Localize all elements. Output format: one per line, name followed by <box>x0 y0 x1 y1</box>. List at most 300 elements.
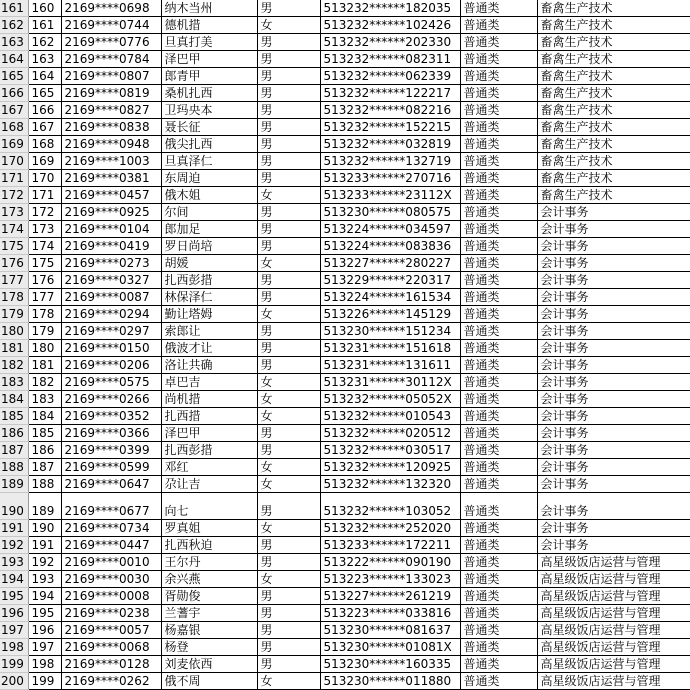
table-row[interactable] <box>0 374 690 391</box>
category-cell[interactable]: 普通类 <box>460 520 537 537</box>
exam-id-cell[interactable]: 2169****0807 <box>61 68 161 85</box>
id-card-cell[interactable]: 513233******23112X <box>320 187 460 204</box>
table-row[interactable] <box>0 187 690 204</box>
name-cell[interactable]: 尕让吉 <box>161 476 257 493</box>
seq-cell[interactable]: 190 <box>28 520 61 537</box>
sex-cell[interactable]: 女 <box>257 408 320 425</box>
seq-cell[interactable]: 181 <box>28 357 61 374</box>
name-cell[interactable]: 罗日尚培 <box>161 238 257 255</box>
table-row[interactable] <box>0 170 690 187</box>
sex-cell[interactable]: 男 <box>257 323 320 340</box>
seq-cell[interactable]: 196 <box>28 622 61 639</box>
sex-cell[interactable]: 男 <box>257 340 320 357</box>
row-header[interactable]: 169 <box>0 136 28 153</box>
sex-cell[interactable]: 男 <box>257 102 320 119</box>
seq-cell[interactable]: 171 <box>28 187 61 204</box>
row-header[interactable]: 189 <box>0 476 28 493</box>
row-header[interactable]: 193 <box>0 554 28 571</box>
sex-cell[interactable]: 男 <box>257 493 320 520</box>
name-cell[interactable]: 泽巴甲 <box>161 425 257 442</box>
major-cell[interactable]: 畜禽生产技术 <box>537 0 690 17</box>
seq-cell[interactable]: 166 <box>28 102 61 119</box>
id-card-cell[interactable]: 513232******082216 <box>320 102 460 119</box>
table-row[interactable] <box>0 238 690 255</box>
id-card-cell[interactable]: 513232******102426 <box>320 17 460 34</box>
table-row[interactable] <box>0 272 690 289</box>
major-cell[interactable]: 畜禽生产技术 <box>537 187 690 204</box>
major-cell[interactable]: 会计事务 <box>537 520 690 537</box>
category-cell[interactable]: 普通类 <box>460 374 537 391</box>
major-cell[interactable]: 高星级饭店运营与管理 <box>537 639 690 656</box>
row-header[interactable]: 188 <box>0 459 28 476</box>
id-card-cell[interactable]: 513232******020512 <box>320 425 460 442</box>
seq-cell[interactable]: 192 <box>28 554 61 571</box>
name-cell[interactable]: 罗真姐 <box>161 520 257 537</box>
major-cell[interactable]: 会计事务 <box>537 340 690 357</box>
row-header[interactable]: 174 <box>0 221 28 238</box>
row-header[interactable]: 200 <box>0 673 28 690</box>
id-card-cell[interactable]: 513224******161534 <box>320 289 460 306</box>
table-row[interactable] <box>0 408 690 425</box>
sex-cell[interactable]: 女 <box>257 255 320 272</box>
major-cell[interactable]: 高星级饭店运营与管理 <box>537 622 690 639</box>
id-card-cell[interactable]: 513232******062339 <box>320 68 460 85</box>
category-cell[interactable]: 普通类 <box>460 408 537 425</box>
category-cell[interactable]: 普通类 <box>460 238 537 255</box>
name-cell[interactable]: 德机措 <box>161 17 257 34</box>
category-cell[interactable]: 普通类 <box>460 622 537 639</box>
table-row[interactable] <box>0 340 690 357</box>
exam-id-cell[interactable]: 2169****0352 <box>61 408 161 425</box>
exam-id-cell[interactable]: 2169****0677 <box>61 493 161 520</box>
category-cell[interactable]: 普通类 <box>460 221 537 238</box>
table-row[interactable] <box>0 673 690 690</box>
sex-cell[interactable]: 女 <box>257 187 320 204</box>
major-cell[interactable]: 会计事务 <box>537 476 690 493</box>
seq-cell[interactable]: 186 <box>28 442 61 459</box>
seq-cell[interactable]: 168 <box>28 136 61 153</box>
exam-id-cell[interactable]: 2169****0057 <box>61 622 161 639</box>
exam-id-cell[interactable]: 2169****0327 <box>61 272 161 289</box>
name-cell[interactable]: 向七 <box>161 493 257 520</box>
sex-cell[interactable]: 男 <box>257 34 320 51</box>
table-row[interactable] <box>0 656 690 673</box>
sex-cell[interactable]: 女 <box>257 391 320 408</box>
name-cell[interactable]: 聂长征 <box>161 119 257 136</box>
name-cell[interactable]: 郎青甲 <box>161 68 257 85</box>
id-card-cell[interactable]: 513226******145129 <box>320 306 460 323</box>
seq-cell[interactable]: 172 <box>28 204 61 221</box>
id-card-cell[interactable]: 513231******151618 <box>320 340 460 357</box>
row-header[interactable]: 192 <box>0 537 28 554</box>
name-cell[interactable]: 王尔丹 <box>161 554 257 571</box>
exam-id-cell[interactable]: 2169****0399 <box>61 442 161 459</box>
row-header[interactable]: 171 <box>0 170 28 187</box>
sex-cell[interactable]: 女 <box>257 17 320 34</box>
id-card-cell[interactable]: 513232******132719 <box>320 153 460 170</box>
id-card-cell[interactable]: 513231******131611 <box>320 357 460 374</box>
exam-id-cell[interactable]: 2169****0008 <box>61 588 161 605</box>
seq-cell[interactable]: 160 <box>28 0 61 17</box>
major-cell[interactable]: 会计事务 <box>537 323 690 340</box>
id-card-cell[interactable]: 513231******30112X <box>320 374 460 391</box>
table-row[interactable] <box>0 476 690 493</box>
id-card-cell[interactable]: 513227******280227 <box>320 255 460 272</box>
seq-cell[interactable]: 165 <box>28 85 61 102</box>
category-cell[interactable]: 普通类 <box>460 204 537 221</box>
major-cell[interactable]: 会计事务 <box>537 357 690 374</box>
table-row[interactable] <box>0 102 690 119</box>
seq-cell[interactable]: 189 <box>28 493 61 520</box>
major-cell[interactable]: 高星级饭店运营与管理 <box>537 554 690 571</box>
table-row[interactable] <box>0 323 690 340</box>
category-cell[interactable]: 普通类 <box>460 306 537 323</box>
exam-id-cell[interactable]: 2169****0030 <box>61 571 161 588</box>
sex-cell[interactable]: 女 <box>257 374 320 391</box>
sex-cell[interactable]: 男 <box>257 357 320 374</box>
table-row[interactable] <box>0 588 690 605</box>
id-card-cell[interactable]: 513232******132320 <box>320 476 460 493</box>
seq-cell[interactable]: 188 <box>28 476 61 493</box>
category-cell[interactable]: 普通类 <box>460 391 537 408</box>
row-header[interactable]: 191 <box>0 520 28 537</box>
table-row[interactable] <box>0 391 690 408</box>
name-cell[interactable]: 杨嘉银 <box>161 622 257 639</box>
exam-id-cell[interactable]: 2169****0827 <box>61 102 161 119</box>
id-card-cell[interactable]: 513232******030517 <box>320 442 460 459</box>
category-cell[interactable]: 普通类 <box>460 656 537 673</box>
name-cell[interactable]: 洛让共确 <box>161 357 257 374</box>
seq-cell[interactable]: 180 <box>28 340 61 357</box>
exam-id-cell[interactable]: 2169****0238 <box>61 605 161 622</box>
major-cell[interactable]: 畜禽生产技术 <box>537 102 690 119</box>
exam-id-cell[interactable]: 2169****0838 <box>61 119 161 136</box>
row-header[interactable]: 194 <box>0 571 28 588</box>
category-cell[interactable]: 普通类 <box>460 323 537 340</box>
major-cell[interactable]: 会计事务 <box>537 442 690 459</box>
seq-cell[interactable]: 174 <box>28 238 61 255</box>
name-cell[interactable]: 扎西秋迫 <box>161 537 257 554</box>
row-header[interactable]: 183 <box>0 374 28 391</box>
exam-id-cell[interactable]: 2169****0262 <box>61 673 161 690</box>
row-header[interactable]: 190 <box>0 493 28 520</box>
major-cell[interactable]: 畜禽生产技术 <box>537 68 690 85</box>
id-card-cell[interactable]: 513232******252020 <box>320 520 460 537</box>
exam-id-cell[interactable]: 2169****0068 <box>61 639 161 656</box>
id-card-cell[interactable]: 513230******160335 <box>320 656 460 673</box>
row-header[interactable]: 185 <box>0 408 28 425</box>
id-card-cell[interactable]: 513230******011880 <box>320 673 460 690</box>
seq-cell[interactable]: 199 <box>28 673 61 690</box>
name-cell[interactable]: 扎西彭措 <box>161 442 257 459</box>
name-cell[interactable]: 旦真打美 <box>161 34 257 51</box>
table-row[interactable] <box>0 520 690 537</box>
sex-cell[interactable]: 男 <box>257 639 320 656</box>
exam-id-cell[interactable]: 2169****0150 <box>61 340 161 357</box>
id-card-cell[interactable]: 513224******083836 <box>320 238 460 255</box>
name-cell[interactable]: 泽巴甲 <box>161 51 257 68</box>
table-row[interactable] <box>0 639 690 656</box>
seq-cell[interactable]: 175 <box>28 255 61 272</box>
seq-cell[interactable]: 176 <box>28 272 61 289</box>
major-cell[interactable]: 高星级饭店运营与管理 <box>537 656 690 673</box>
row-header[interactable]: 196 <box>0 605 28 622</box>
id-card-cell[interactable]: 513232******032819 <box>320 136 460 153</box>
category-cell[interactable]: 普通类 <box>460 639 537 656</box>
category-cell[interactable]: 普通类 <box>460 153 537 170</box>
seq-cell[interactable]: 198 <box>28 656 61 673</box>
name-cell[interactable]: 卫玛央本 <box>161 102 257 119</box>
table-row[interactable] <box>0 136 690 153</box>
exam-id-cell[interactable]: 2169****0419 <box>61 238 161 255</box>
exam-id-cell[interactable]: 2169****0819 <box>61 85 161 102</box>
table-row[interactable] <box>0 442 690 459</box>
sex-cell[interactable]: 男 <box>257 442 320 459</box>
sex-cell[interactable]: 男 <box>257 170 320 187</box>
name-cell[interactable]: 勤让塔姆 <box>161 306 257 323</box>
id-card-cell[interactable]: 513230******01081X <box>320 639 460 656</box>
category-cell[interactable]: 普通类 <box>460 272 537 289</box>
name-cell[interactable]: 旦真泽仁 <box>161 153 257 170</box>
category-cell[interactable]: 普通类 <box>460 136 537 153</box>
seq-cell[interactable]: 195 <box>28 605 61 622</box>
row-header[interactable]: 161 <box>0 0 28 17</box>
major-cell[interactable]: 会计事务 <box>537 272 690 289</box>
name-cell[interactable]: 林保泽仁 <box>161 289 257 306</box>
table-row[interactable] <box>0 493 690 520</box>
major-cell[interactable]: 高星级饭店运营与管理 <box>537 588 690 605</box>
exam-id-cell[interactable]: 2169****0087 <box>61 289 161 306</box>
sex-cell[interactable]: 男 <box>257 0 320 17</box>
name-cell[interactable]: 东周迫 <box>161 170 257 187</box>
exam-id-cell[interactable]: 2169****0948 <box>61 136 161 153</box>
seq-cell[interactable]: 197 <box>28 639 61 656</box>
sex-cell[interactable]: 女 <box>257 476 320 493</box>
table-row[interactable] <box>0 51 690 68</box>
id-card-cell[interactable]: 513232******122217 <box>320 85 460 102</box>
category-cell[interactable]: 普通类 <box>460 102 537 119</box>
sex-cell[interactable]: 女 <box>257 306 320 323</box>
table-row[interactable] <box>0 289 690 306</box>
major-cell[interactable]: 会计事务 <box>537 425 690 442</box>
sex-cell[interactable]: 男 <box>257 221 320 238</box>
major-cell[interactable]: 会计事务 <box>537 255 690 272</box>
exam-id-cell[interactable]: 2169****0104 <box>61 221 161 238</box>
category-cell[interactable]: 普通类 <box>460 571 537 588</box>
exam-id-cell[interactable]: 2169****0366 <box>61 425 161 442</box>
category-cell[interactable]: 普通类 <box>460 51 537 68</box>
category-cell[interactable]: 普通类 <box>460 554 537 571</box>
name-cell[interactable]: 扎西措 <box>161 408 257 425</box>
sex-cell[interactable]: 女 <box>257 459 320 476</box>
sex-cell[interactable]: 男 <box>257 554 320 571</box>
id-card-cell[interactable]: 513230******151234 <box>320 323 460 340</box>
row-header[interactable]: 163 <box>0 34 28 51</box>
sex-cell[interactable]: 男 <box>257 51 320 68</box>
id-card-cell[interactable]: 513230******081637 <box>320 622 460 639</box>
major-cell[interactable]: 会计事务 <box>537 537 690 554</box>
table-row[interactable] <box>0 85 690 102</box>
seq-cell[interactable]: 179 <box>28 323 61 340</box>
seq-cell[interactable]: 194 <box>28 588 61 605</box>
table-row[interactable] <box>0 68 690 85</box>
row-header[interactable]: 173 <box>0 204 28 221</box>
name-cell[interactable]: 索郎让 <box>161 323 257 340</box>
name-cell[interactable]: 刘麦依西 <box>161 656 257 673</box>
id-card-cell[interactable]: 513232******182035 <box>320 0 460 17</box>
row-header[interactable]: 170 <box>0 153 28 170</box>
id-card-cell[interactable]: 513229******220317 <box>320 272 460 289</box>
name-cell[interactable]: 郎加足 <box>161 221 257 238</box>
row-header[interactable]: 199 <box>0 656 28 673</box>
exam-id-cell[interactable]: 2169****1003 <box>61 153 161 170</box>
major-cell[interactable]: 会计事务 <box>537 374 690 391</box>
table-row[interactable] <box>0 537 690 554</box>
seq-cell[interactable]: 183 <box>28 391 61 408</box>
name-cell[interactable]: 胥勋俊 <box>161 588 257 605</box>
category-cell[interactable]: 普通类 <box>460 34 537 51</box>
row-header[interactable]: 182 <box>0 357 28 374</box>
row-header[interactable]: 184 <box>0 391 28 408</box>
row-header[interactable]: 197 <box>0 622 28 639</box>
seq-cell[interactable]: 169 <box>28 153 61 170</box>
name-cell[interactable]: 俄波才让 <box>161 340 257 357</box>
name-cell[interactable]: 俄木姐 <box>161 187 257 204</box>
seq-cell[interactable]: 177 <box>28 289 61 306</box>
sex-cell[interactable]: 男 <box>257 605 320 622</box>
sex-cell[interactable]: 男 <box>257 136 320 153</box>
sex-cell[interactable]: 女 <box>257 571 320 588</box>
table-row[interactable] <box>0 255 690 272</box>
row-header[interactable]: 162 <box>0 17 28 34</box>
row-header[interactable]: 195 <box>0 588 28 605</box>
exam-id-cell[interactable]: 2169****0575 <box>61 374 161 391</box>
major-cell[interactable]: 会计事务 <box>537 306 690 323</box>
exam-id-cell[interactable]: 2169****0925 <box>61 204 161 221</box>
row-header[interactable]: 180 <box>0 323 28 340</box>
id-card-cell[interactable]: 513232******202330 <box>320 34 460 51</box>
exam-id-cell[interactable]: 2169****0599 <box>61 459 161 476</box>
seq-cell[interactable]: 184 <box>28 408 61 425</box>
major-cell[interactable]: 会计事务 <box>537 221 690 238</box>
category-cell[interactable]: 普通类 <box>460 85 537 102</box>
major-cell[interactable]: 会计事务 <box>537 238 690 255</box>
name-cell[interactable]: 俄尖扎西 <box>161 136 257 153</box>
category-cell[interactable]: 普通类 <box>460 459 537 476</box>
category-cell[interactable]: 普通类 <box>460 255 537 272</box>
table-row[interactable] <box>0 221 690 238</box>
seq-cell[interactable]: 187 <box>28 459 61 476</box>
sex-cell[interactable]: 男 <box>257 238 320 255</box>
id-card-cell[interactable]: 513227******261219 <box>320 588 460 605</box>
table-row[interactable] <box>0 34 690 51</box>
seq-cell[interactable]: 164 <box>28 68 61 85</box>
major-cell[interactable]: 高星级饭店运营与管理 <box>537 571 690 588</box>
row-header[interactable]: 176 <box>0 255 28 272</box>
row-header[interactable]: 167 <box>0 102 28 119</box>
table-row[interactable] <box>0 459 690 476</box>
category-cell[interactable]: 普通类 <box>460 442 537 459</box>
major-cell[interactable]: 畜禽生产技术 <box>537 119 690 136</box>
major-cell[interactable]: 畜禽生产技术 <box>537 136 690 153</box>
seq-cell[interactable]: 193 <box>28 571 61 588</box>
major-cell[interactable]: 高星级饭店运营与管理 <box>537 673 690 690</box>
major-cell[interactable]: 会计事务 <box>537 391 690 408</box>
seq-cell[interactable]: 162 <box>28 34 61 51</box>
id-card-cell[interactable]: 513223******133023 <box>320 571 460 588</box>
sex-cell[interactable]: 男 <box>257 153 320 170</box>
exam-id-cell[interactable]: 2169****0128 <box>61 656 161 673</box>
id-card-cell[interactable]: 513230******080575 <box>320 204 460 221</box>
table-row[interactable] <box>0 425 690 442</box>
sex-cell[interactable]: 女 <box>257 520 320 537</box>
sex-cell[interactable]: 男 <box>257 272 320 289</box>
row-header[interactable]: 165 <box>0 68 28 85</box>
name-cell[interactable]: 兰蓍宇 <box>161 605 257 622</box>
name-cell[interactable]: 卓巴吉 <box>161 374 257 391</box>
sex-cell[interactable]: 男 <box>257 289 320 306</box>
major-cell[interactable]: 畜禽生产技术 <box>537 34 690 51</box>
id-card-cell[interactable]: 513223******033816 <box>320 605 460 622</box>
exam-id-cell[interactable]: 2169****0381 <box>61 170 161 187</box>
row-header[interactable]: 164 <box>0 51 28 68</box>
id-card-cell[interactable]: 513233******172211 <box>320 537 460 554</box>
table-row[interactable] <box>0 204 690 221</box>
seq-cell[interactable]: 178 <box>28 306 61 323</box>
sex-cell[interactable]: 男 <box>257 119 320 136</box>
category-cell[interactable]: 普通类 <box>460 493 537 520</box>
category-cell[interactable]: 普通类 <box>460 187 537 204</box>
major-cell[interactable]: 畜禽生产技术 <box>537 153 690 170</box>
table-row[interactable] <box>0 357 690 374</box>
id-card-cell[interactable]: 513222******090190 <box>320 554 460 571</box>
id-card-cell[interactable]: 513232******152215 <box>320 119 460 136</box>
major-cell[interactable]: 畜禽生产技术 <box>537 17 690 34</box>
exam-id-cell[interactable]: 2169****0273 <box>61 255 161 272</box>
row-header[interactable]: 178 <box>0 289 28 306</box>
name-cell[interactable]: 纳木当州 <box>161 0 257 17</box>
major-cell[interactable]: 会计事务 <box>537 204 690 221</box>
id-card-cell[interactable]: 513232******082311 <box>320 51 460 68</box>
exam-id-cell[interactable]: 2169****0698 <box>61 0 161 17</box>
seq-cell[interactable]: 182 <box>28 374 61 391</box>
id-card-cell[interactable]: 513224******034597 <box>320 221 460 238</box>
exam-id-cell[interactable]: 2169****0744 <box>61 17 161 34</box>
seq-cell[interactable]: 191 <box>28 537 61 554</box>
seq-cell[interactable]: 173 <box>28 221 61 238</box>
row-header[interactable]: 187 <box>0 442 28 459</box>
exam-id-cell[interactable]: 2169****0784 <box>61 51 161 68</box>
category-cell[interactable]: 普通类 <box>460 476 537 493</box>
seq-cell[interactable]: 161 <box>28 17 61 34</box>
exam-id-cell[interactable]: 2169****0297 <box>61 323 161 340</box>
row-header[interactable]: 181 <box>0 340 28 357</box>
sex-cell[interactable]: 男 <box>257 588 320 605</box>
category-cell[interactable]: 普通类 <box>460 17 537 34</box>
row-header[interactable]: 186 <box>0 425 28 442</box>
exam-id-cell[interactable]: 2169****0447 <box>61 537 161 554</box>
table-row[interactable] <box>0 571 690 588</box>
table-row[interactable] <box>0 605 690 622</box>
seq-cell[interactable]: 185 <box>28 425 61 442</box>
row-header[interactable]: 166 <box>0 85 28 102</box>
major-cell[interactable]: 畜禽生产技术 <box>537 85 690 102</box>
row-header[interactable]: 172 <box>0 187 28 204</box>
table-row[interactable] <box>0 554 690 571</box>
major-cell[interactable]: 会计事务 <box>537 289 690 306</box>
id-card-cell[interactable]: 513233******270716 <box>320 170 460 187</box>
table-row[interactable] <box>0 622 690 639</box>
